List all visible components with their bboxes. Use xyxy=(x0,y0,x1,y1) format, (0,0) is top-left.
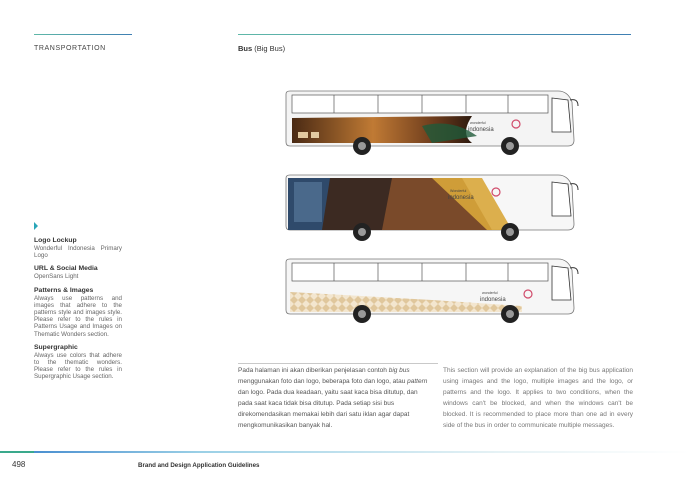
sidebar-text: Always use patterns and images that adhere to the patterns style and images style. Please refer to the rules in Patterns Usage and Images on Thematic Wonders section. xyxy=(34,294,122,338)
bus-logo-big: indonesia xyxy=(480,297,506,303)
bus-illustration-multi-photo xyxy=(282,172,584,244)
header-rule-right xyxy=(238,34,631,35)
triangle-marker-icon xyxy=(34,222,38,230)
desc-id-italic-bigbus: big bus xyxy=(388,367,410,374)
bus-illustration-pattern xyxy=(282,256,584,328)
bus-2-graphic xyxy=(282,172,584,244)
desc-id-part1: Pada halaman ini akan diberikan penjelasan contoh xyxy=(238,367,389,374)
desc-id-part3: dan logo. Pada dua keadaan, yaitu saat kaca bisa ditutup, dan pada saat kaca tidak bisa ditutup. Pada setiap sisi bus direkomendasikan memakai lebih dari satu iklan agar dapat mengkomunikasikan banyak hal. xyxy=(238,389,418,429)
sidebar-text: Always use colors that adhere to the thematic wonders. Please refer to the rules in Supergraphic Usage section. xyxy=(34,351,122,381)
bus-logo-small: wonderful xyxy=(470,121,486,125)
sidebar-heading: URL & Social Media xyxy=(34,265,98,273)
description-indonesian xyxy=(238,365,431,431)
page-title-bold: Bus xyxy=(238,44,253,53)
page-number: 498 xyxy=(12,460,26,469)
sidebar-block-patterns xyxy=(34,287,122,338)
bus-logo-small: wonderful xyxy=(482,291,498,295)
sidebar-heading: Supergraphic xyxy=(34,343,78,351)
sidebar-block-logo xyxy=(34,237,122,259)
description-english: This section will provide an explanation of the big bus application using images and the logo, multiple images and the logo, or patterns and the logo. It applies to two conditions, when the windows can't be blocked, and when the windows can't be blocked. It is recommended to place more than one ad in every side of the bus in order to communicate multiple messages. xyxy=(443,367,633,429)
section-label: TRANSPORTATION xyxy=(34,45,106,52)
desc-id-part2: menggunakan foto dan logo, beberapa foto dan logo, atau xyxy=(238,378,408,385)
bus-logo-big: indonesia xyxy=(448,195,474,201)
footer-title: Brand and Design Application Guidelines xyxy=(138,462,260,469)
bus-1-graphic xyxy=(282,88,584,160)
description-rule xyxy=(238,363,438,364)
sidebar-block-supergraphic xyxy=(34,344,122,381)
page-title xyxy=(238,44,285,53)
bus-logo-big: indonesia xyxy=(468,127,494,133)
sidebar-text: OpenSans Light xyxy=(34,273,79,281)
header-rule-left xyxy=(34,34,132,35)
page-title-rest: (Big Bus) xyxy=(252,44,286,53)
sidebar-heading: Logo Lockup xyxy=(34,237,77,244)
bus-3-graphic xyxy=(282,256,584,328)
bus-illustration-photo xyxy=(282,88,584,160)
bus-logo-small: Wonderful xyxy=(450,189,467,193)
desc-id-italic-pattern: pattern xyxy=(407,378,428,385)
sidebar-text: Wonderful Indonesia Primary Logo xyxy=(34,245,122,260)
sidebar-heading: Patterns & Images xyxy=(34,286,94,294)
sidebar-block-url xyxy=(34,265,122,280)
sidebar xyxy=(34,222,122,387)
footer-rule xyxy=(0,451,690,453)
